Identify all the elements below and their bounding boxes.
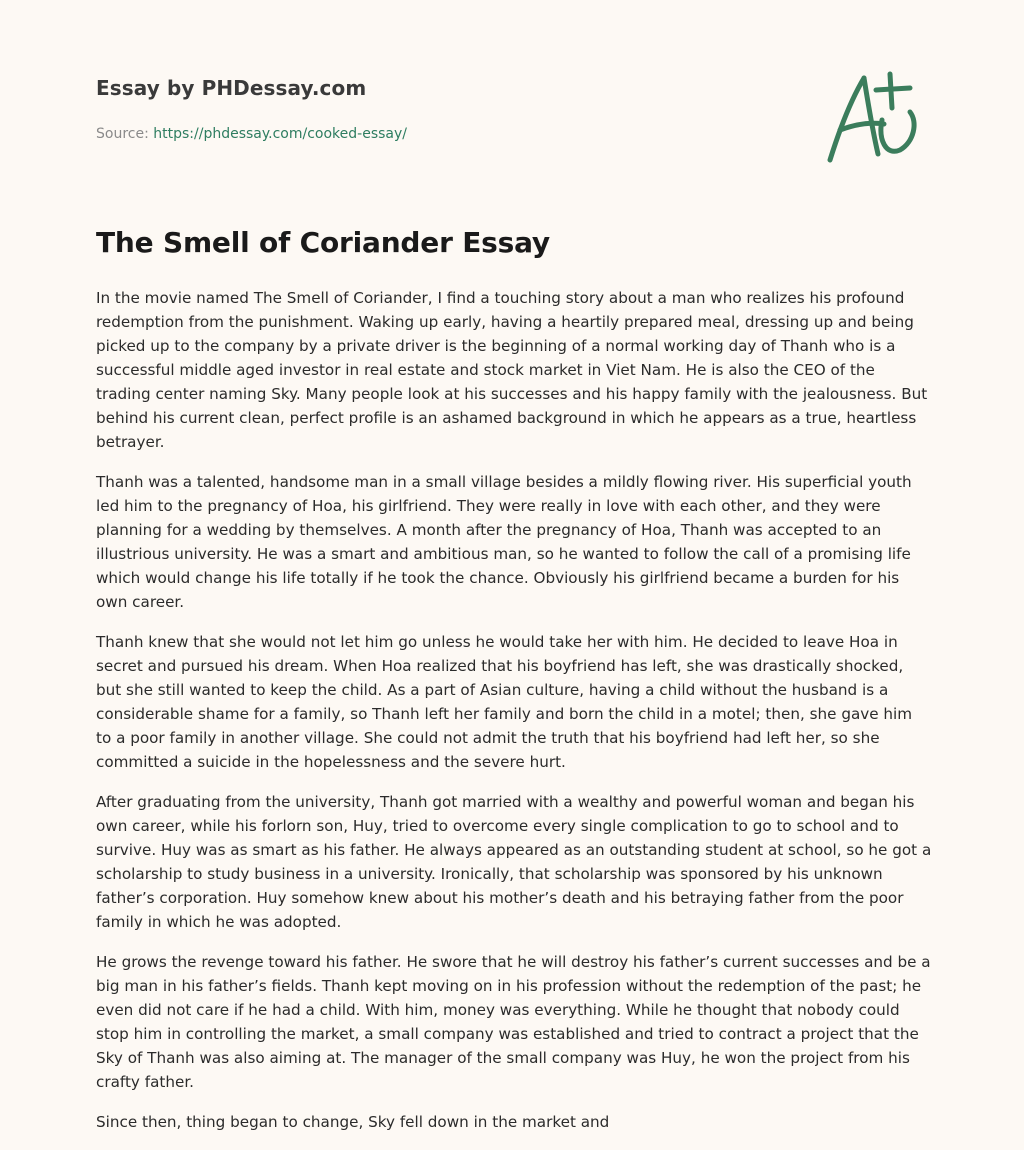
essay-paragraph: Thanh was a talented, handsome man in a small village besides a mildly flowing river. His superficial youth led him to the pregnancy of Hoa, his girlfriend. They were really in love with each other, and they were planning for a wedding by themselves. A month after the pregnancy of Hoa, Thanh was accepted to an illustrious university. He was a smart and ambitious man, so he wanted to follow the call of a promising life which would change his life totally if he took the chance. Obviously his girlfriend became a burden for his own career. xyxy=(96,473,912,611)
source-link[interactable]: https://phdessay.com/cooked-essay/ xyxy=(153,126,408,142)
site-title: Essay by PHDessay.com xyxy=(96,76,367,100)
essay-paragraph: Thanh knew that she would not let him go unless he would take her with him. He decided to leave Hoa in secret and pursued his dream. When Hoa realized that his boyfriend has left, she was drastically shocked, but she still wanted to keep the child. As a part of Asian culture, having a child without the husband is a considerable shame for a family, so Thanh left her family and born the child in a motel; then, she gave him to a poor family in another village. She could not admit the truth that his boyfriend had left her, so she committed a suicide in the hopelessness and the severe hurt. xyxy=(96,633,913,771)
a-plus-grade-icon xyxy=(822,68,926,168)
essay-title: The Smell of Coriander Essay xyxy=(96,226,550,259)
essay-paragraph: In the movie named The Smell of Coriander, I find a touching story about a man who realizes his profound redemption from the punishment. Waking up early, having a heartily prepared meal, dressing up and being picked up to the company by a private driver is the beginning of a normal working day of Thanh who is a successful middle aged investor in real estate and stock market in Viet Nam. He is also the CEO of the trading center naming Sky. Many people look at his successes and his happy family with the jealousness. But behind his current clean, perfect profile is an ashamed background in which he appears as a true, heartless betrayer. xyxy=(96,289,928,451)
header xyxy=(96,76,407,142)
essay-paragraph: After graduating from the university, Thanh got married with a wealthy and powerful woman and began his own career, while his forlorn son, Huy, tried to overcome every single complication to go to school and to survive. Huy was as smart as his father. He always appeared as an outstanding student at school, so he got a scholarship to study business in a university. Ironically, that scholarship was sponsored by his unknown father’s corporation. Huy somehow knew about his mother’s death and his betraying father from the poor family in which he was adopted. xyxy=(96,793,932,931)
source-label: Source: xyxy=(96,126,149,142)
essay-paragraph: Since then, thing began to change, Sky fell down in the market and xyxy=(96,1113,610,1131)
source-line xyxy=(96,126,407,142)
essay-body xyxy=(96,286,932,1150)
essay-paragraph: He grows the revenge toward his father. He swore that he will destroy his father’s current successes and be a big man in his father’s fields. Thanh kept moving on in his profession without the redemption of the past; he even did not care if he had a child. With him, money was everything. While he thought that nobody could stop him in controlling the market, a small company was established and tried to contract a project that the Sky of Thanh was also aiming at. The manager of the small company was Huy, he won the project from his crafty father. xyxy=(96,953,931,1091)
